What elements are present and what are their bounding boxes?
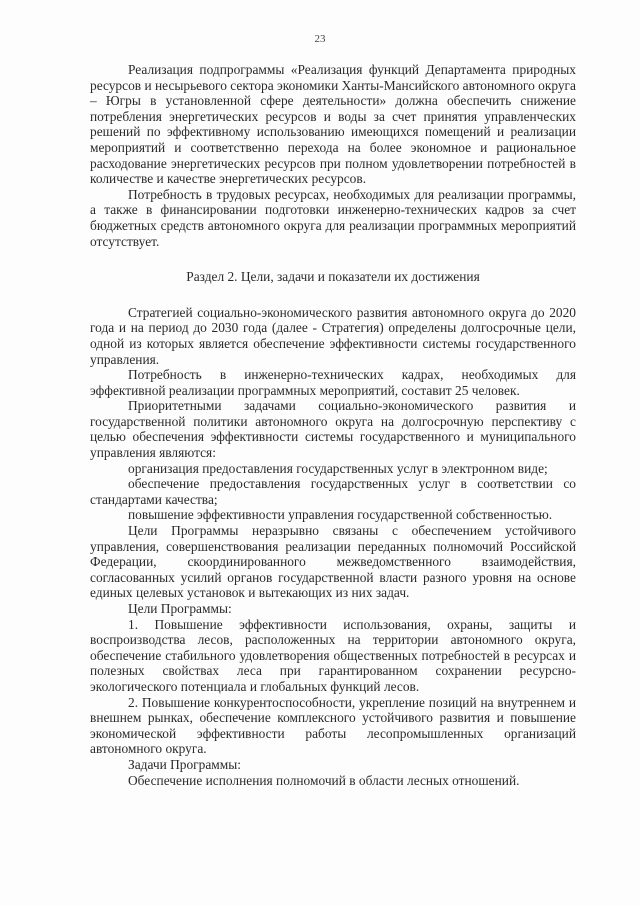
paragraph-strategy: Стратегией социально-экономического развития автономного округа до 2020 года и на период до 2030 года (далее - Стратегия) определены долгосрочные цели, одной из которых является обеспечение эффективности системы государственного управления. bbox=[90, 304, 576, 367]
paragraph-engineering-staff: Потребность в инженерно-технических кадрах, необходимых для эффективной реализации программных мероприятий, составит 25 человек. bbox=[90, 367, 576, 398]
list-item-state-property: повышение эффективности управления государственной собственностью. bbox=[128, 507, 553, 523]
paragraph-labor-resources: Потребность в трудовых ресурсах, необходимых для реализации программы, а также в финансировании подготовки инженерно-технических кадров за счет бюджетных средств автономного округа для реализации программных мероприятий отсутствует. bbox=[90, 186, 576, 249]
list-item-electronic-services: организация предоставления государственных услуг в электронном виде; bbox=[128, 460, 548, 476]
heading-program-tasks: Задачи Программы: bbox=[128, 756, 241, 772]
page-number: 23 bbox=[314, 33, 326, 45]
goal-item-2: 2. Повышение конкурентоспособности, укрепление позиций на внутреннем и внешнем рынках, обеспечение комплексного устойчивого развития и повышение экономической эффективности работы лесопромышленных организаций автономного округа. bbox=[90, 694, 576, 757]
paragraph-subprogram-implementation: Реализация подпрограммы «Реализация функций Департамента природных ресурсов и несырьевого сектора экономики Ханты-Мансийского автономного округа – Югры в установленной сфере деятельности» должна обеспечить снижение потребления энергетических ресурсов и воды за счет принятия управленческих решений по эффективному использованию имеющихся помещений и реализации мероприятий и соответственно перехода на более экономное и рациональное расходование энергетических ресурсов при полном удовлетворении потребностей в количестве и качестве энергетических ресурсов. bbox=[90, 62, 576, 187]
goal-item-1: 1. Повышение эффективности использования, охраны, защиты и воспроизводства лесов, расположенных на территории автономного округа, обеспечение стабильного удовлетворения общественных потребностей в ресурсах и полезных свойствах леса при гарантированном сохранении ресурсно-экологического потенциала и глобальных функций лесов. bbox=[90, 616, 576, 694]
task-item-1: Обеспечение исполнения полномочий в области лесных отношений. bbox=[128, 772, 520, 788]
body-text bbox=[90, 62, 576, 788]
paragraph-program-goals-linkage: Цели Программы неразрывно связаны с обеспечением устойчивого управления, совершенствования реализации переданных полномочий Российской Федерации, скоординированного межведомственного взаимодействия, согласованных усилий органов государственной власти разного уровня на основе единых целевых установок и вытекающих из них задач. bbox=[90, 523, 576, 601]
paragraph-priority-tasks: Приоритетными задачами социально-экономического развития и государственной политики автономного округа на долгосрочную перспективу с целью обеспечения эффективности системы государственного и муниципального управления являются: bbox=[90, 398, 576, 461]
list-item-quality-standards: обеспечение предоставления государственных услуг в соответствии со стандартами качества; bbox=[90, 476, 576, 507]
section-title: Раздел 2. Цели, задачи и показатели их достижения bbox=[186, 269, 480, 285]
heading-program-goals: Цели Программы: bbox=[128, 601, 232, 616]
